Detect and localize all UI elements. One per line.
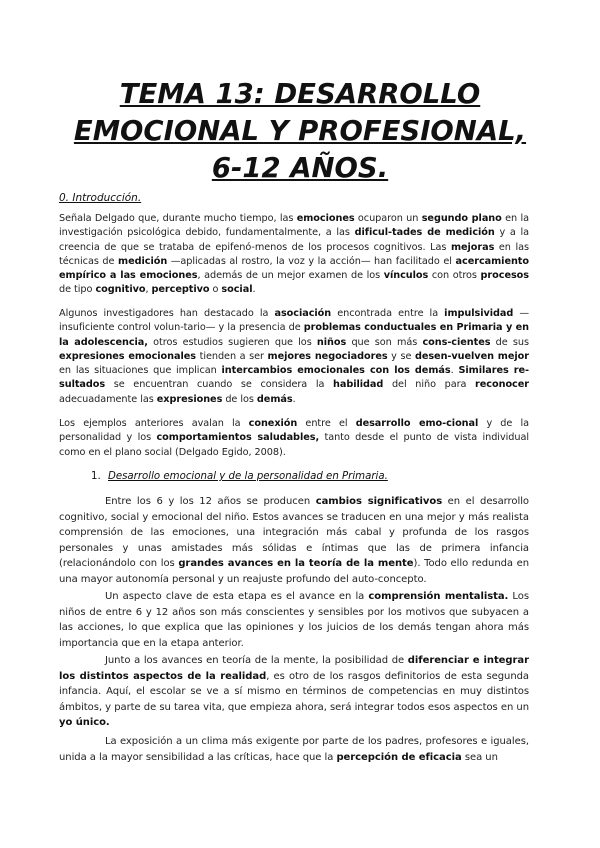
- emphasis-term: desen-vuelven mejor: [414, 350, 529, 362]
- emphasis-term: expresiones emocionales: [59, 350, 196, 362]
- page-title: [59, 76, 541, 187]
- emphasis-term: expresiones: [156, 393, 223, 405]
- emphasis-term: cambios significativos: [315, 496, 443, 507]
- emphasis-term: problemas conductuales en Primaria y en la adolescencia,: [59, 322, 529, 348]
- paragraph-section1-3: Junto a los avances en teoría de la mente, la posibilidad de diferenciar e integrar los distintos aspectos de la realidad, es otro de los rasgos definitorios de esta segunda infancia. Aquí, el escolar se ve a sí mismo en términos de competencias en muy distintos ámbitos, y parte de su tarea vita, que empieza ahora, será integrar todos esos aspectos en un yo único.: [59, 655, 529, 729]
- emphasis-term: niños: [316, 336, 347, 348]
- intro-heading: 0. Introducción.: [59, 192, 142, 204]
- emphasis-term: cons-cientes: [422, 336, 491, 348]
- emphasis-term: percepción de eficacia: [336, 751, 462, 763]
- title-line-1: TEMA 13: DESARROLLO: [119, 78, 481, 110]
- emphasis-term: intercambios emocionales con los demás: [221, 365, 451, 377]
- emphasis-term: perceptivo: [151, 284, 210, 296]
- emphasis-term: mejoras: [450, 241, 495, 253]
- emphasis-term: acercamiento empírico a las emociones: [59, 255, 529, 282]
- emphasis-term: habilidad: [333, 379, 384, 391]
- title-line-2: EMOCIONAL Y PROFESIONAL,: [73, 115, 527, 147]
- emphasis-term: cognitivo: [95, 284, 146, 296]
- emphasis-term: mejores negociadores: [267, 350, 388, 362]
- emphasis-term: emociones: [296, 213, 355, 224]
- emphasis-term: diferenciar e integrar los distintos aspectos de la realidad: [59, 655, 529, 682]
- emphasis-term: demás: [256, 393, 293, 405]
- emphasis-term: vínculos: [383, 270, 429, 282]
- emphasis-term: comportamientos saludables,: [156, 432, 320, 444]
- emphasis-term: segundo plano: [421, 213, 502, 224]
- paragraph-section1-4: La exposición a un clima más exigente por parte de los padres, profesores e iguales, unida a la mayor sensibilidad a las críticas, hace que la percepción de eficacia sea un: [59, 736, 529, 763]
- emphasis-term: medición: [118, 255, 168, 267]
- paragraph-intro-3: Los ejemplos anteriores avalan la conexión entre el desarrollo emo-cional y de la personalidad y los comportamientos saludables, tanto desde el punto de vista individual como en el plano social (Delgado Egido, 2008).: [59, 418, 529, 458]
- emphasis-term: social: [221, 284, 253, 296]
- paragraph-intro-1: Señala Delgado que, durante mucho tiempo, las emociones ocuparon un segundo plano en la investigación psicológica debido, fundamentalmente, a las dificul-tades de medición y a la creencia de que se trataba de epifenó-menos de los procesos cognitivos. Las mejoras en las técnicas de medición —aplicadas al rostro, la voz y la acción— han facilitado el acercamiento empírico a las emociones, además de un mejor examen de los vínculos con otros procesos de tipo cognitivo, perceptivo o social.: [59, 213, 529, 296]
- title-line-3: 6-12 AÑOS.: [211, 152, 389, 184]
- emphasis-term: yo único.: [59, 717, 110, 729]
- emphasis-term: procesos: [480, 270, 529, 282]
- section-number: 1.: [91, 471, 101, 482]
- emphasis-term: grandes avances en la teoría de la mente: [178, 558, 414, 570]
- emphasis-term: conexión: [248, 418, 298, 429]
- emphasis-term: reconocer: [475, 379, 529, 391]
- section-heading-1: [91, 471, 388, 482]
- paragraph-intro-2: Algunos investigadores han destacado la asociación encontrada entre la impulsividad —insuficiente control volun-tario— y la presencia de problemas conductuales en Primaria y en la adolescencia, otros estudios sugieren que los niños que son más cons-cientes de sus expresiones emocionales tienden a ser mejores negociadores y se desen-vuelven mejor en las situaciones que implican intercambios emocionales con los demás. Similares re-sultados se encuentran cuando se considera la habilidad del niño para reconocer adecuadamente las expresiones de los demás.: [59, 308, 530, 405]
- paragraph-section1-1: Entre los 6 y los 12 años se producen cambios significativos en el desarrollo cognitivo, social y emocional del niño. Estos avances se traducen en una mejor y más realista comprensión de las emociones, una integración más cabal y profunda de los rasgos personales y unas amistades más sólidas e íntimas que las de primera infancia (relacionándolo con los grandes avances en la teoría de la mente). Todo ello redunda en una mayor autonomía personal y un reajuste profundo del auto-concepto.: [59, 496, 530, 585]
- emphasis-term: asociación: [274, 308, 332, 319]
- section-label: Desarrollo emocional y de la personalidad en Primaria.: [108, 471, 388, 482]
- emphasis-term: Similares re-sultados: [59, 365, 530, 391]
- emphasis-term: desarrollo emo-cional: [355, 418, 479, 429]
- emphasis-term: comprensión mentalista.: [368, 591, 509, 602]
- emphasis-term: impulsividad: [444, 308, 514, 319]
- emphasis-term: dificul-tades de medición: [354, 227, 495, 239]
- paragraph-section1-2: Un aspecto clave de esta etapa es el avance en la comprensión mentalista. Los niños de entre 6 y 12 años son más conscientes y sensibles por los motivos que subyacen a las acciones, lo que explica que las opiniones y los juicios de los demás tengan ahora más importancia que en la etapa anterior.: [59, 591, 529, 649]
